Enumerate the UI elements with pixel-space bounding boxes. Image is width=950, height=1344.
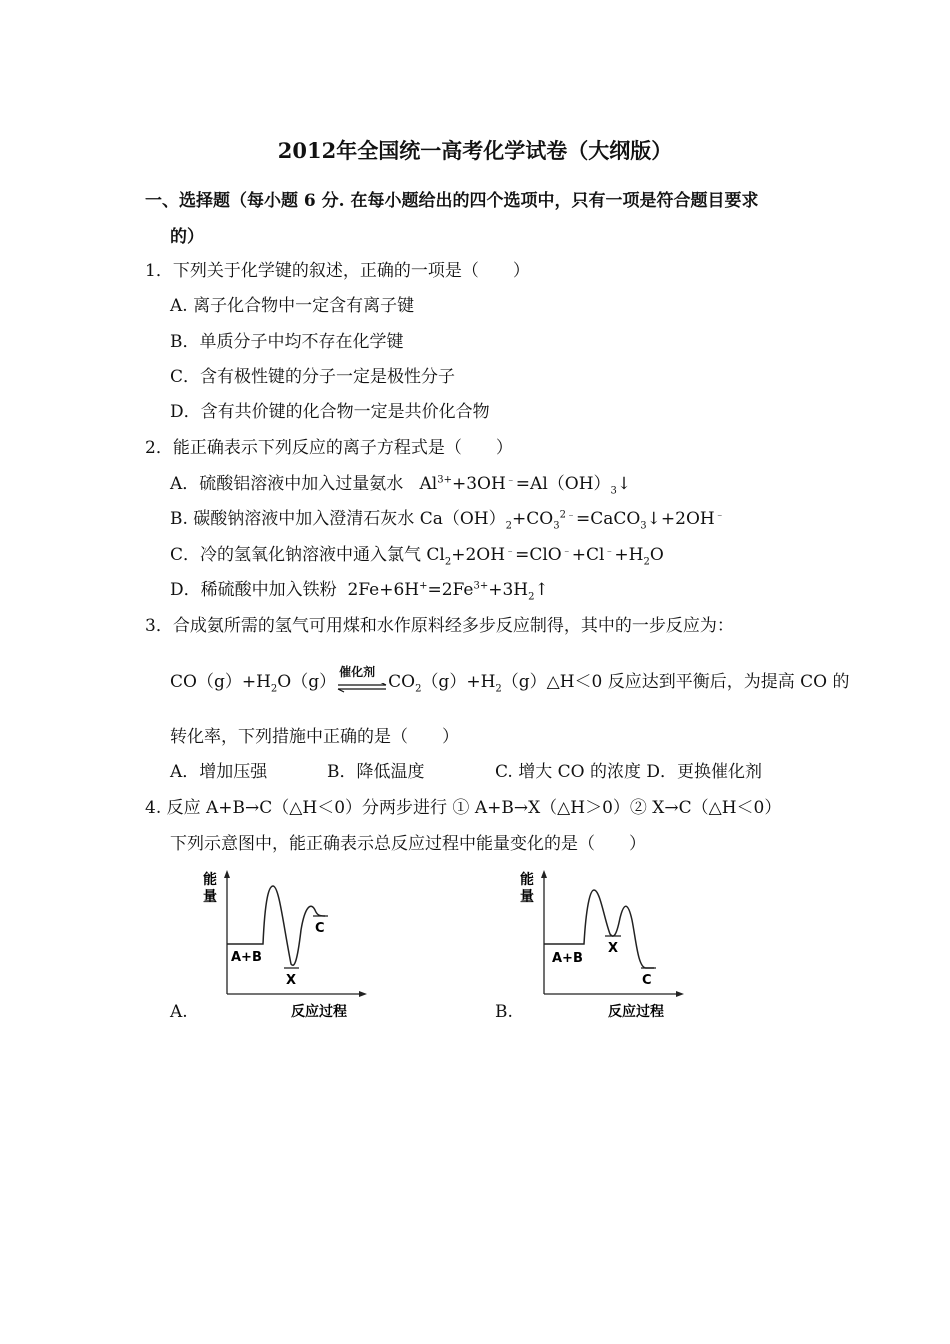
q4-option-a-label: A.: [170, 1002, 188, 1022]
q2-option-c-equation: $Cl_2+2OH^﹣=ClO^﹣+Cl^﹣+H_2O$: [426, 545, 664, 568]
q2-option-d: [170, 580, 549, 603]
page-title: 2012年全国统一高考化学试卷（大纲版）: [277, 138, 673, 163]
q3-equation-tail: △H＜0 反应达到平衡后，为提高 CO 的: [546, 672, 850, 692]
y-axis-label-char1: 能: [520, 872, 534, 888]
q3-option-b: B．降低温度: [327, 762, 425, 782]
energy-diagram-b: [512, 868, 687, 1023]
catalyst-label: 催化剂: [339, 665, 376, 679]
y-axis-label-char1: 能: [203, 872, 217, 888]
label-x: X: [286, 973, 297, 988]
label-x: X: [608, 941, 619, 956]
x-axis-label: 反应过程: [291, 1004, 347, 1020]
q1-option-c: C．含有极性键的分子一定是极性分子: [170, 367, 456, 387]
energy-diagram-a: [195, 868, 370, 1023]
q2-option-b-text: B. 碳酸钠溶液中加入澄清石灰水: [170, 509, 415, 529]
q4-stem-line1: 4. 反应 A+B→C（△H＜0）分两步进行 ① A+B→X（△H＞0）② X→C（△H＜0）: [145, 798, 782, 818]
q4-option-b-label: B.: [495, 1002, 513, 1022]
q2-option-b: [170, 509, 725, 532]
q2-option-a-equation: $Al^{3+}+3OH^﹣=Al(OH)_3↓$: [419, 474, 632, 497]
q2-stem: 2．能正确表示下列反应的离子方程式是（ ）: [145, 438, 513, 458]
x-axis-arrow: [359, 991, 367, 997]
equilibrium-arrow: [337, 665, 387, 690]
q1-option-a: A. 离子化合物中一定含有离子键: [170, 296, 415, 316]
q2-option-b-equation: $Ca(OH)_2+CO_3^{2﹣}=CaCO_3↓+2OH^﹣$: [419, 509, 725, 532]
y-axis-arrow: [541, 870, 547, 878]
q3-option-a: A．增加压强: [170, 762, 268, 782]
q2-option-c: [170, 545, 664, 568]
label-ab: A+B: [552, 951, 583, 966]
q2-option-d-equation: $2Fe+6H^+=2Fe^{3+}+3H_2↑$: [347, 580, 549, 603]
q3-line3: 转化率，下列措施中正确的是（ ）: [170, 727, 459, 747]
q3-stem: 3．合成氨所需的氢气可用煤和水作原料经多步反应制得，其中的一步反应为：: [145, 616, 734, 636]
q2-option-c-text: C．冷的氢氧化钠溶液中通入氯气: [170, 545, 422, 565]
y-axis-label-char2: 量: [520, 889, 534, 905]
q2-option-d-text: D．稀硫酸中加入铁粉: [170, 580, 337, 600]
q3-equation: $CO(g)+H_2O(g)$ 催化剂 $CO_2(g)+H_2(g)\triangle H<0$ 反应达到平衡后，为提高 CO 的: [170, 665, 850, 695]
q1-option-b: B．单质分子中均不存在化学键: [170, 332, 404, 352]
y-axis-label-char2: 量: [203, 889, 217, 905]
section-heading-line2: 的）: [170, 227, 204, 247]
label-c: C: [642, 973, 652, 988]
x-axis-label: 反应过程: [608, 1004, 664, 1020]
q2-option-a-text: A．硫酸铝溶液中加入过量氨水: [170, 474, 404, 494]
q2-option-a: [170, 474, 632, 497]
q1-option-d: D．含有共价键的化合物一定是共价化合物: [170, 402, 490, 422]
label-c: C: [315, 921, 325, 936]
y-axis-arrow: [224, 870, 230, 878]
q1-stem: 1．下列关于化学键的叙述，正确的一项是（ ）: [145, 261, 530, 281]
q3-option-c-d: C. 增大 CO 的浓度 D．更换催化剂: [495, 762, 762, 782]
section-heading-line1: 一、选择题（每小题 6 分. 在每小题给出的四个选项中，只有一项是符合题目要求: [145, 191, 759, 211]
x-axis-arrow: [676, 991, 684, 997]
q4-stem-line2: 下列示意图中，能正确表示总反应过程中能量变化的是（ ）: [170, 834, 646, 854]
label-ab: A+B: [231, 950, 262, 965]
